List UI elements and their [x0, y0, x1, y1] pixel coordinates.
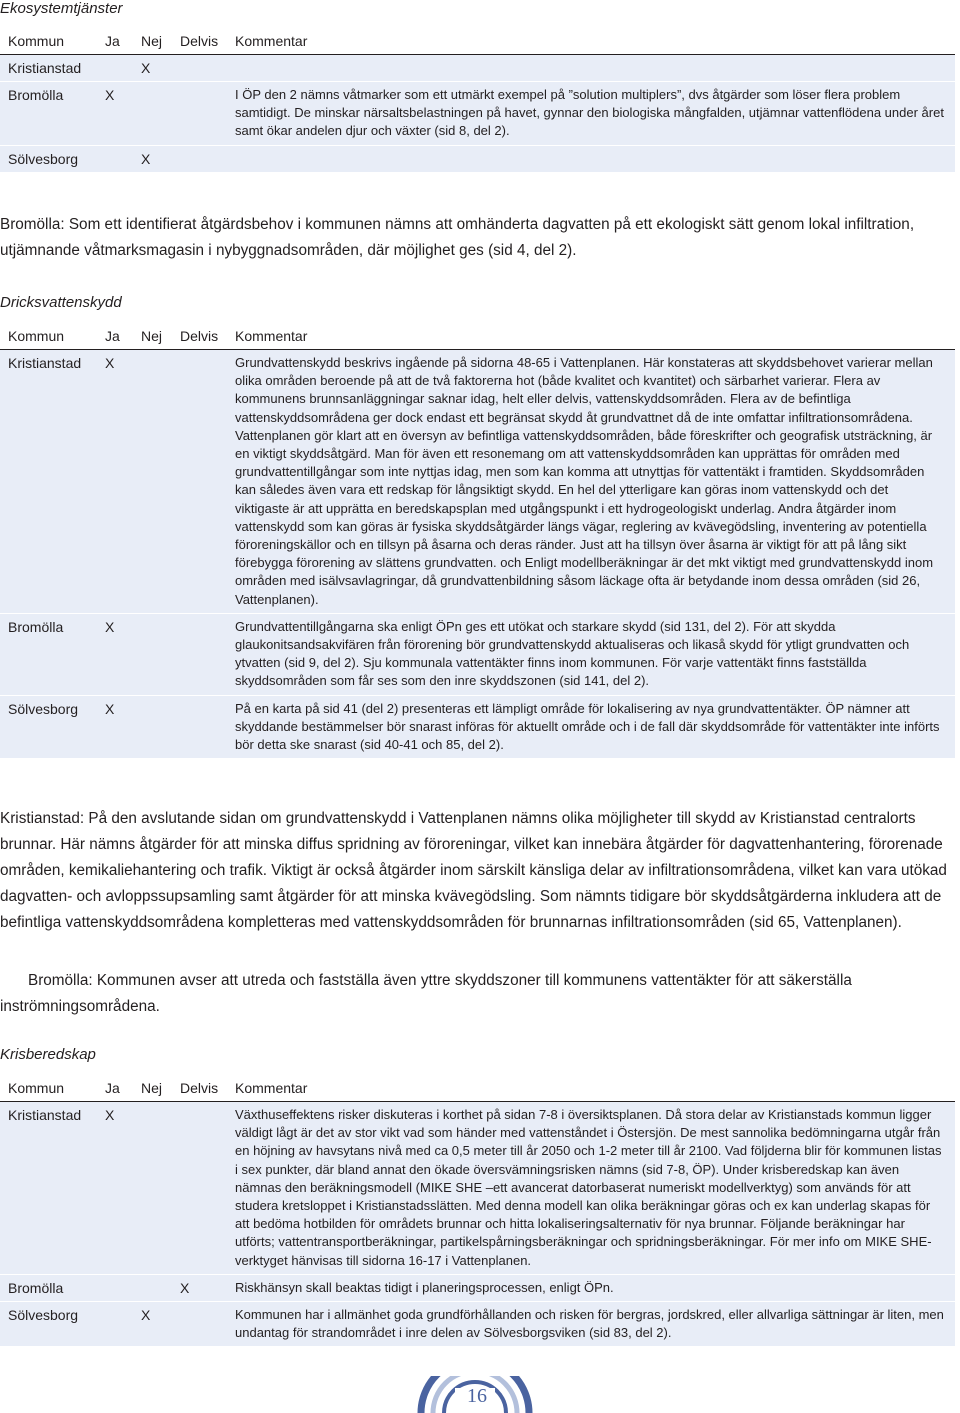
- cell-delvis: [172, 82, 227, 146]
- table-header-row: [0, 1075, 955, 1102]
- cell-nej: [133, 82, 172, 146]
- cell-delvis: [172, 1102, 227, 1275]
- cell-nej: X: [133, 55, 172, 82]
- cell-kommentar: I ÖP den 2 nämns våtmarker som ett utmärkt exempel på ”solution multiplers”, dvs åtgärder som löser flera problem samtidigt. De minskar närsaltsbelastningen på havet, gynnar den biologiska mångfalden, utjämnar vattenflödena under året samt ökar andelen djur och växter (sid 8, del 2).: [227, 82, 955, 146]
- header-kommentar: Kommentar: [227, 1075, 955, 1102]
- cell-nej: [133, 695, 172, 758]
- cell-delvis: [172, 613, 227, 695]
- header-kommentar: Kommentar: [227, 323, 955, 350]
- table-row: [0, 613, 955, 695]
- table-row: [0, 695, 955, 758]
- cell-kommun: Kristianstad: [0, 1102, 97, 1275]
- header-ja: Ja: [97, 1075, 133, 1102]
- header-kommun: Kommun: [0, 28, 97, 55]
- cell-nej: [133, 350, 172, 614]
- paragraph-bromolla-skyddszoner: Bromölla: Kommunen avser att utreda och fastställa även yttre skyddszoner till kommunens vattentäkter för att säkerställa inströmningsområdena.: [0, 972, 852, 1015]
- cell-ja: [97, 145, 133, 172]
- header-nej: Nej: [133, 28, 172, 55]
- cell-nej: [133, 1102, 172, 1275]
- header-delvis: Delvis: [172, 1075, 227, 1102]
- header-delvis: Delvis: [172, 323, 227, 350]
- table-row: [0, 350, 955, 614]
- paragraph-bromolla-dagvatten: Bromölla: Som ett identifierat åtgärdsbehov i kommunen nämns att omhänderta dagvatten på ett ekologiskt sätt genom lokal infiltration, utjämnande våtmarksmagasin i nybyggnadsområden, där möjlighet ges (sid 4, del 2).: [0, 216, 915, 259]
- cell-kommentar: Växthuseffektens risker diskuteras i korthet på sidan 7-8 i översiktsplanen. Då stora delar av Kristianstads kommun ligger väldigt lågt är det av stor vikt vad som händer med vattenståndet i Östersjön. De mest sannolika bedömningarna utgår från en höjning av havsytans nivå med ca 0,5 meter till år 2050 och 1-2 meter till år 2100. Vad följderna blir för kommunen listas i sex punkter, där bland annat den ökade översvämningsrisken nämns (sid 7-8, ÖP). Under krisberedskap kan även nämnas den beräkningsmodell (MIKE SHE –ett avancerat datorbaserat numeriskt modellverktyg) som används för att studera kretsloppet i Kristianstadsslätten. Med denna modell kan olika beräkningar göras och ex kan underlag skapas för att bedöma hotbilden för områdets brunnar och hitta lokaliseringsalternativ för nya brunnar. Följande beräkningar har utförts; vattentransportberäkningar, partikelspårningsberäkningar och spridningsberäkningar. För mer info om MIKE SHE-verktyget hänvisas till sidorna 16-17 i Vattenplanen.: [227, 1102, 955, 1275]
- cell-kommentar: [227, 55, 955, 82]
- table-row: [0, 1274, 955, 1301]
- cell-ja: [97, 1302, 133, 1347]
- cell-kommun: Sölvesborg: [0, 1302, 97, 1347]
- cell-ja: X: [97, 82, 133, 146]
- cell-ja: X: [97, 1102, 133, 1275]
- page-number: 16: [467, 1385, 487, 1407]
- cell-kommun: Kristianstad: [0, 55, 97, 82]
- cell-kommentar: Grundvattentillgångarna ska enligt ÖPn ges ett utökat och starkare skydd (sid 131, del 2). För att skydda glaukonitsandsakvifären från förorening bör grundvattenskydd aktualiseras och likaså skydd för ytligt grundvatten och ytvatten (sid 9, del 2). Sju kommunala vattentäkter finns inom kommunen. För varje vattentäkt finns fastställda skyddsområden som får ses som den inre skyddszonen (sid 141, del 2).: [227, 613, 955, 695]
- table-row: [0, 1102, 955, 1275]
- cell-delvis: [172, 55, 227, 82]
- cell-kommun: Bromölla: [0, 82, 97, 146]
- header-kommentar: Kommentar: [227, 28, 955, 55]
- cell-kommun: Kristianstad: [0, 350, 97, 614]
- section-title-ekosystemtjanster: Ekosystemtjänster: [0, 0, 123, 17]
- header-delvis: Delvis: [172, 28, 227, 55]
- header-ja: Ja: [97, 28, 133, 55]
- cell-delvis: [172, 145, 227, 172]
- cell-kommentar: På en karta på sid 41 (del 2) presenteras ett lämpligt område för lokalisering av nya grundvattentäkter. ÖP nämner att skyddande bestämmelser bör snarast införas för aktuellt område och i de fall där skyddsområde för vattentäkter inte införts bör detta ske snarast (sid 40-41 och 85, del 2).: [227, 695, 955, 758]
- cell-nej: X: [133, 145, 172, 172]
- section-title-krisberedskap: Krisberedskap: [0, 1046, 96, 1063]
- table-row: [0, 1302, 955, 1347]
- cell-kommun: Sölvesborg: [0, 145, 97, 172]
- header-ja: Ja: [97, 323, 133, 350]
- table-dricksvattenskydd: [0, 323, 955, 758]
- table-row: [0, 82, 955, 146]
- cell-delvis: [172, 695, 227, 758]
- paragraph-kristianstad-brunnar: Kristianstad: På den avslutande sidan om grundvattenskydd i Vattenplanen nämns olika möjligheter till skydd av Kristianstad centralorts brunnar. Här nämns åtgärder för att minska diffus spridning av föroreningar, vilket kan innebära åtgärder för dagvattenhantering, förorenade områden, kemikaliehantering och trafik. Viktigt är också åtgärder inom särskilt känsliga delar av infiltrationsområdena, vilket kan vara utökad dagvatten- och avloppssupsamling samt åtgärder för att minska kvävegödsling. Som nämnts tidigare bör skyddsåtgärderna inkludera att de befintliga vattenskyddsområdena kompletteras med vattenskyddsområden för brunnarnas infiltrationsområden (sid 65, Vattenplanen).: [0, 810, 947, 931]
- cell-kommentar: Riskhänsyn skall beaktas tidigt i planeringsprocessen, enligt ÖPn.: [227, 1274, 955, 1301]
- cell-delvis: X: [172, 1274, 227, 1301]
- cell-nej: X: [133, 1302, 172, 1347]
- section-title-dricksvattenskydd: Dricksvattenskydd: [0, 294, 122, 311]
- cell-ja: [97, 1274, 133, 1301]
- header-nej: Nej: [133, 323, 172, 350]
- header-kommun: Kommun: [0, 1075, 97, 1102]
- cell-ja: X: [97, 695, 133, 758]
- cell-ja: X: [97, 613, 133, 695]
- table-krisberedskap: [0, 1075, 955, 1346]
- cell-ja: [97, 55, 133, 82]
- cell-kommun: Bromölla: [0, 1274, 97, 1301]
- cell-nej: [133, 613, 172, 695]
- table-header-row: [0, 323, 955, 350]
- table-row: [0, 55, 955, 82]
- cell-kommun: Sölvesborg: [0, 695, 97, 758]
- cell-kommentar: Kommunen har i allmänhet goda grundförhållanden och risken för bergras, jordskred, eller allvarliga sättningar är liten, men undantag för strandområdet i inre delen av Sölvesborgsviken (sid 83, del 2).: [227, 1302, 955, 1347]
- header-kommun: Kommun: [0, 323, 97, 350]
- cell-delvis: [172, 350, 227, 614]
- table-ekosystemtjanster: [0, 28, 955, 172]
- cell-ja: X: [97, 350, 133, 614]
- cell-kommentar: Grundvattenskydd beskrivs ingående på sidorna 48-65 i Vattenplanen. Här konstateras att skyddsbehovet varierar mellan olika områden beroende på att de två faktorerna hot (både kvalitet och kvantitet) och särbarhet varierar. Flera av kommunens brunnsanläggningar saknar idag, helt eller delvis, vattenskyddsområden. Flera av de befintliga vattenskyddsområdena ger dock endast ett begränsat skydd åt grundvattnet då de inte omfattar infiltrationsområdena. Vattenplanen gör klart att en översyn av befintliga vattenskyddsområden, både föreskrifter och geografisk utsträckning, är en viktigt skyddsåtgärd. Man för även ett resonemang om att vattenskyddsområden kan upprättas för områden med grundvattentillgångar som inte nyttjas idag, men som kan komma att utnyttjas för vattentäkt i framtiden. Skyddsområden kan således även vara ett redskap för långsiktigt skydd. En hel del ytterligare kan göras inom vattenskydd och det viktigaste är att upprätta en beredskapsplan med utgångspunkt i ett hydrogeologiskt underlag. Andra åtgärder inom vattenskydd som kan göras är fysiska skyddsåtgärder längs vägar, reglering av kvävegödsling, inventering av potentiella föroreningskällor och en tillsyn på åsarna och deras ränder. Just att ha tillsyn över åsarna är viktigt för att på lång sikt förebygga förorening av slättens grundvatten. och Enligt modellberäkningar är det mkt viktigt med grundvattenskydd inom områden med isälvsavlagringar, då grundvattenbildning såsom läckage ofta är betydande inom dessa områden (sid 26, Vattenplanen).: [227, 350, 955, 614]
- cell-delvis: [172, 1302, 227, 1347]
- cell-nej: [133, 1274, 172, 1301]
- table-header-row: [0, 28, 955, 55]
- table-row: [0, 145, 955, 172]
- header-nej: Nej: [133, 1075, 172, 1102]
- cell-kommun: Bromölla: [0, 613, 97, 695]
- cell-kommentar: [227, 145, 955, 172]
